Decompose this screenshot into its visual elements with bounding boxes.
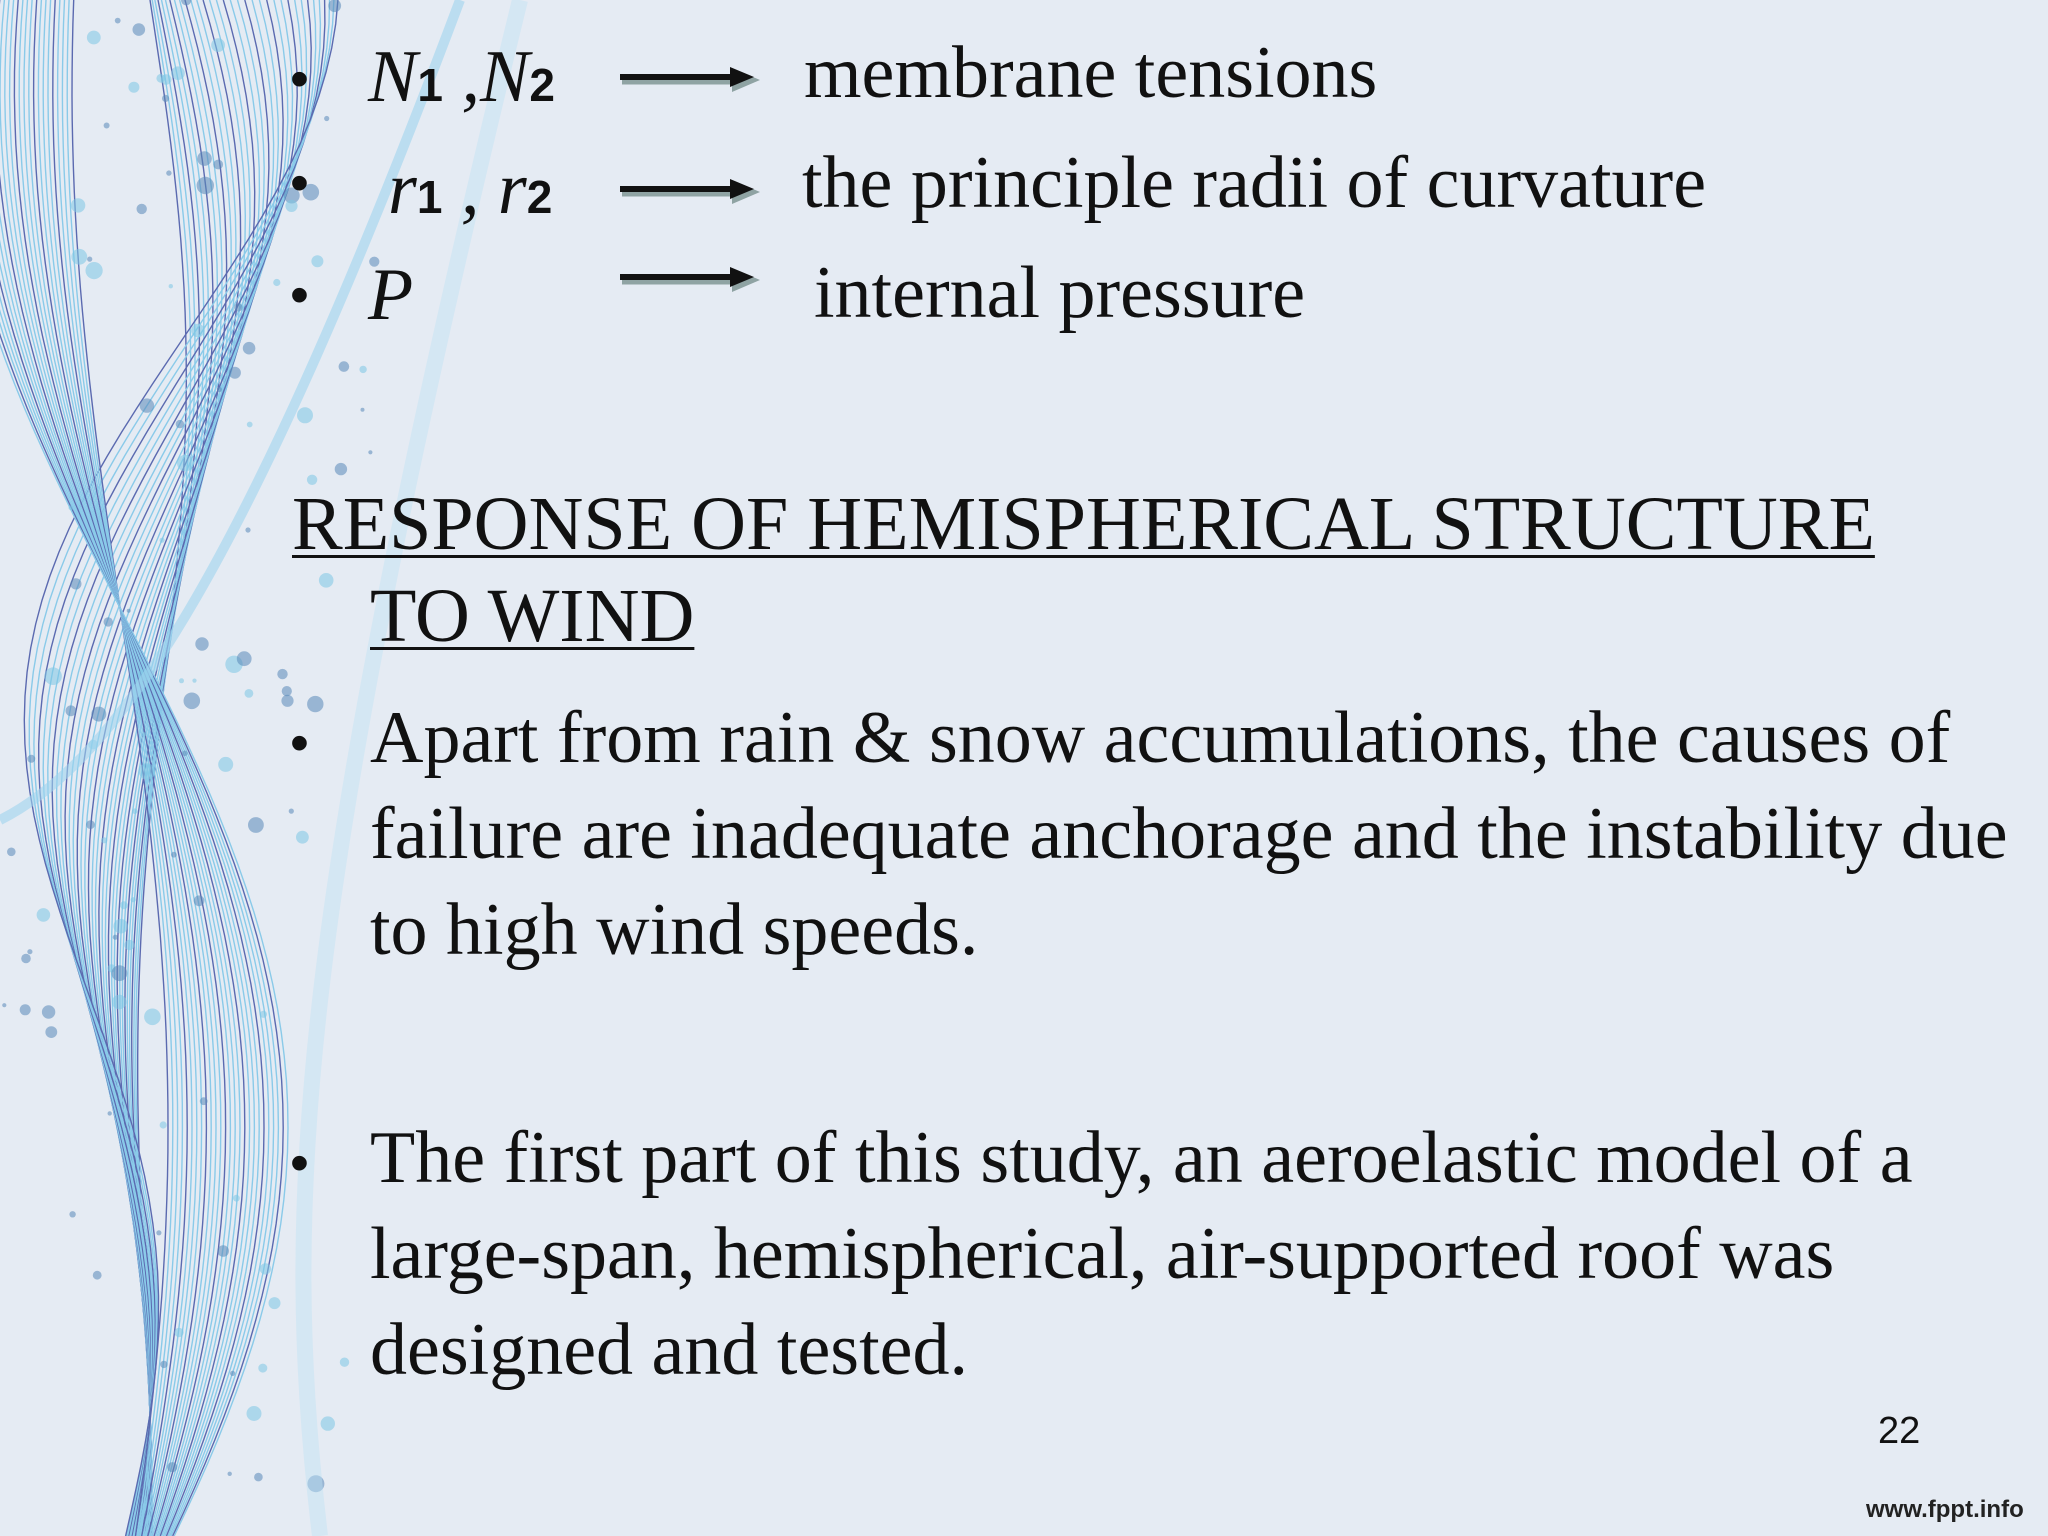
decor-dot [156,1230,161,1235]
term-row-n [290,32,1990,140]
decor-dot [169,284,173,288]
bullet: • [290,1133,309,1193]
bullet: • [290,265,309,325]
decor-dot [243,342,256,355]
decor-dot [340,1358,349,1367]
decor-dot [230,1371,235,1376]
decor-dot [197,177,214,194]
decor-dot [234,303,242,311]
decor-dot [191,324,205,338]
decor-dot [7,848,16,857]
decor-dot [297,407,313,423]
decor-dot [260,1011,267,1018]
heading-line-2: TO WIND [370,574,695,658]
decor-dot [269,1297,281,1309]
decor-dot [140,398,154,412]
decor-dot [160,538,165,543]
decor-dot [69,505,74,510]
decor-dot [115,18,121,24]
decor-dot [70,578,81,589]
definition-radii: the principle radii of curvature [802,142,1707,224]
decor-dot [93,1271,102,1280]
bullet: • [290,713,309,773]
decor-dot [213,160,223,170]
decor-dot [101,837,107,843]
decor-dot [245,527,250,532]
decor-dot [69,1211,75,1217]
decor-dot [273,279,280,286]
arrow-icon [620,264,770,294]
decor-dot [71,249,87,265]
term-row-p [290,252,1990,362]
decor-dot [177,455,194,472]
decor-dot [335,463,347,475]
decor-dot [104,617,113,626]
decor-dot [282,686,292,696]
decor-dot [112,995,127,1010]
decor-dot [156,74,165,83]
decor-dot [182,751,188,757]
definition-internal-pressure: internal pressure [814,252,1306,334]
decor-dot [160,1361,167,1368]
decor-dot [339,361,350,372]
decor-dot [27,755,35,763]
bullet: • [290,49,309,109]
decor-dot [254,1473,263,1482]
decor-dot [368,450,372,454]
decor-dot [174,1328,183,1337]
decor-dot [45,1026,57,1038]
decor-dot [86,820,95,829]
decor-dot [131,897,136,902]
decor-dot [160,1121,167,1128]
decor-dot [142,732,146,736]
heading-line-1: RESPONSE OF HEMISPHERICAL STRUCTURE [292,482,1875,566]
decor-dot [87,257,92,262]
decor-dot [37,908,51,922]
decor-dot [171,66,185,80]
symbol-p: P [368,254,414,336]
decor-dot [211,38,225,52]
decor-dot [176,420,184,428]
decor-dot [2,1003,6,1007]
paragraph-study: The first part of this study, an aeroelastic model of a large-span, hemispherical, air-supported roof was designed and tested. [370,1117,1913,1391]
decor-dot [277,669,287,679]
decor-dot [87,31,101,45]
decor-dot [218,757,233,772]
decor-dot [132,808,138,814]
arrow-icon [620,176,770,206]
wave-line [0,0,240,1536]
paragraph-failure-causes: Apart from rain & snow accumulations, the causes of failure are inadequate anchorage and the instability due to high wind speeds. [370,697,2008,971]
decor-dot [42,1005,55,1018]
decor-dot [289,809,294,814]
wave-line [29,0,211,1536]
decor-dot [361,408,365,412]
decor-dot [44,667,62,685]
term-row-r [290,142,1990,252]
decor-dot [139,763,155,779]
decor-dot [281,695,293,707]
arrow-icon [620,64,770,94]
decor-dot [128,82,139,93]
decor-dot [247,422,253,428]
symbol-r: r1 , r2 [388,148,553,230]
decor-dot [179,678,184,683]
bullet: • [290,153,309,213]
symbol-n: N1 ,N2 [368,36,555,118]
decor-dot [184,693,201,710]
decor-dot [133,23,146,36]
decor-dot [195,637,208,650]
decor-dot [171,852,177,858]
decor-dot [233,1195,240,1202]
decor-dot [359,366,366,373]
decor-dot [166,170,171,175]
decor-dot [127,609,131,613]
decor-dot [247,1406,262,1421]
decor-dot [321,1416,335,1430]
watermark: www.fppt.info [1866,1496,2024,1523]
definition-membrane-tensions: membrane tensions [804,32,1378,114]
decor-dot [86,262,103,279]
decor-dot [258,1364,267,1373]
decor-dot [307,696,323,712]
decor-dot [27,949,32,954]
decor-dot [162,95,169,102]
decor-dot [296,831,309,844]
decor-dot [248,817,264,833]
decor-dot [113,935,118,940]
decor-dot [104,123,110,129]
decor-dot [108,1111,112,1115]
decor-dot [197,151,212,166]
decor-dot [66,705,77,716]
decor-dot [21,954,31,964]
decor-dot [91,707,106,722]
decor-dot [194,895,205,906]
decor-dot [20,1004,31,1015]
decor-dot [120,901,128,909]
decor-dot [237,651,252,666]
decor-dot [245,689,254,698]
page-number: 22 [1878,1410,1921,1452]
decor-dot [124,940,134,950]
decor-dot [200,1097,208,1105]
decor-dot [71,198,85,212]
decor-dot [192,679,196,683]
decor-dot [328,0,341,12]
decor-dot [181,0,191,5]
decor-dot [229,367,241,379]
decor-dot [113,919,128,934]
decor-dot [167,1462,177,1472]
decor-dot [137,204,147,214]
decor-dot [144,1009,161,1026]
decor-dot [217,387,222,392]
decor-dot [260,1263,271,1274]
wave-line [19,0,221,1536]
decor-dot [228,1472,232,1476]
decor-dot [217,1245,229,1257]
decor-dot [112,965,128,981]
section-heading [292,478,2012,662]
